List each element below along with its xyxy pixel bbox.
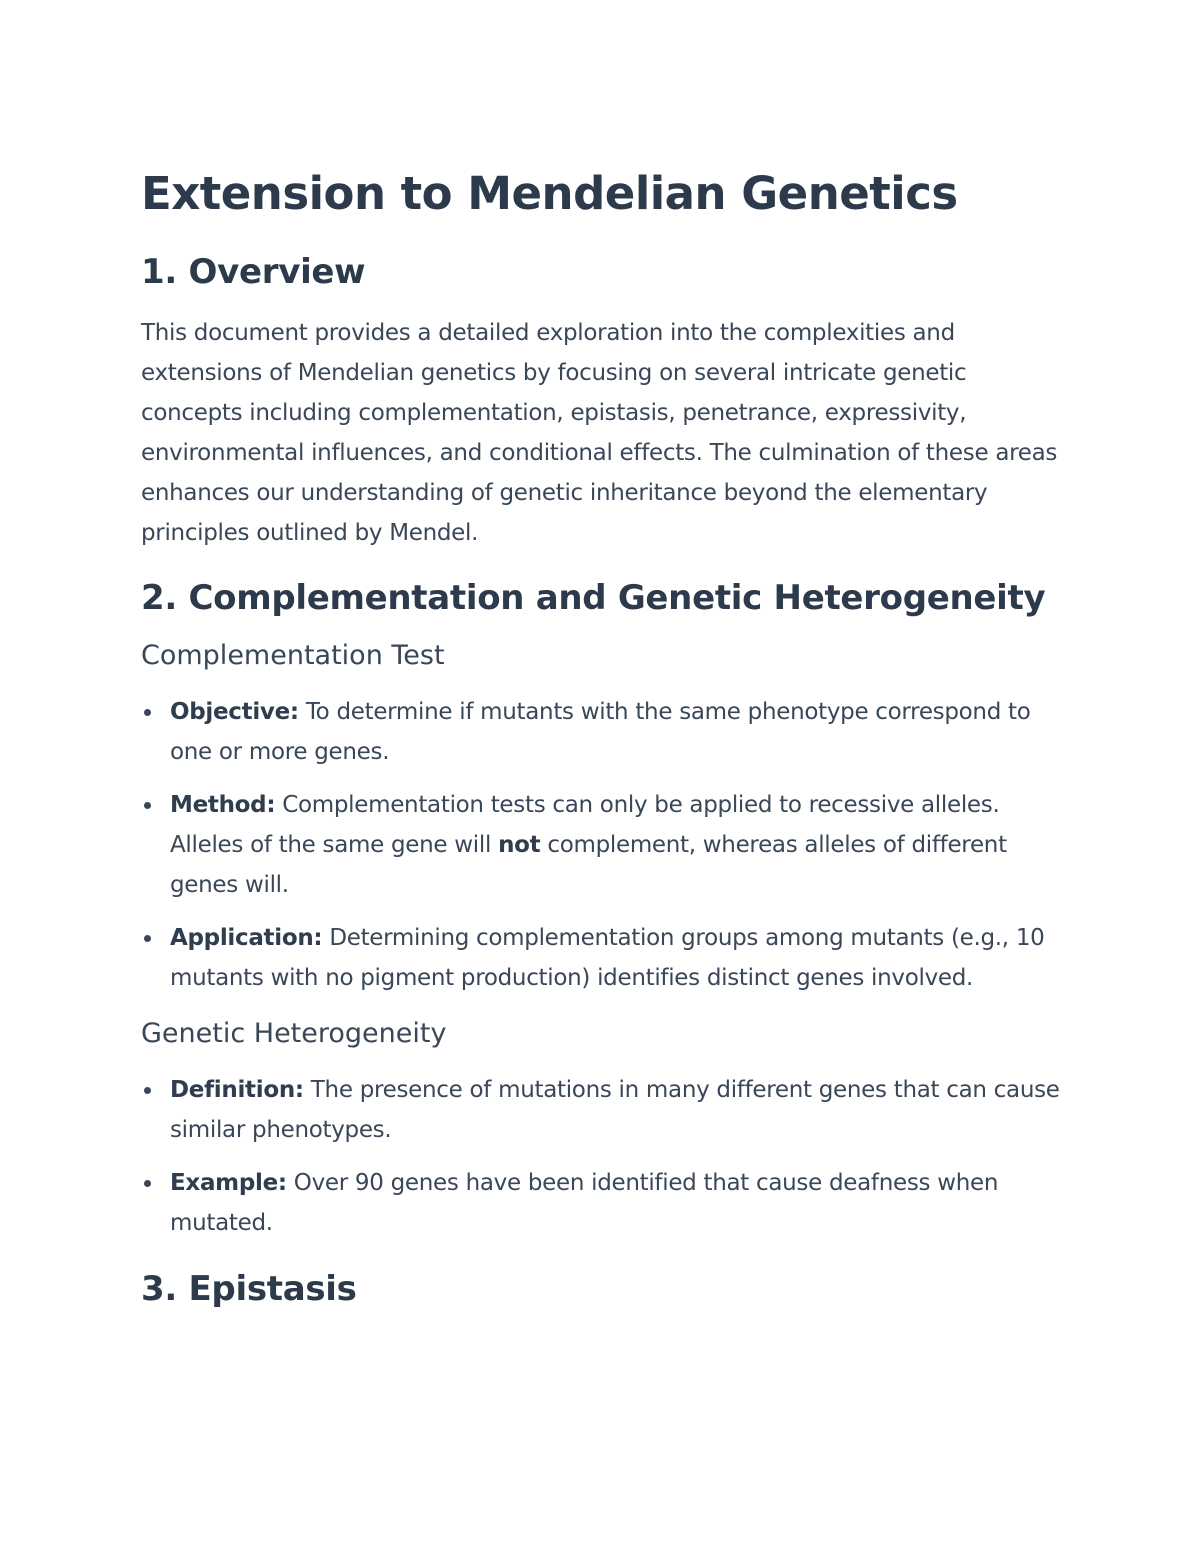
genetic-heterogeneity-list: [141, 1070, 1066, 1243]
item-label: Definition:: [170, 1077, 304, 1103]
bullet-icon: [144, 1180, 151, 1187]
list-item-definition: [141, 1070, 1066, 1150]
item-label: Objective:: [170, 699, 299, 725]
section-epistasis: [141, 1267, 1066, 1311]
item-text: To determine if mutants with the same phenotype correspond to one or more genes.: [170, 699, 1031, 765]
section-heading-complementation: 2. Complementation and Genetic Heterogeneity: [141, 578, 1046, 618]
item-text-after: complement, whereas alleles of different genes will.: [170, 832, 1007, 898]
list-item-example: [141, 1163, 1066, 1243]
bullet-icon: [144, 1087, 151, 1094]
item-text: The presence of mutations in many different genes that can cause similar phenotypes.: [170, 1077, 1060, 1143]
subheading-complementation-test: Complementation Test: [141, 640, 445, 671]
item-label: Example:: [170, 1170, 287, 1196]
section-overview: [141, 250, 1066, 553]
list-item-application: [141, 918, 1066, 998]
subheading-genetic-heterogeneity: Genetic Heterogeneity: [141, 1018, 447, 1049]
item-label: Application:: [170, 925, 323, 951]
bullet-icon: [144, 709, 151, 716]
document-title: Extension to Mendelian Genetics: [141, 167, 958, 220]
item-emphasis: not: [498, 832, 541, 858]
overview-paragraph: This document provides a detailed exploration into the complexities and extensions of Mendelian genetics by focusing on several intricate genetic concepts including complementation, epistasis, penetrance, expressivity, environmental influences, and conditional effects. The culmination of these areas enhances our understanding of genetic inheritance beyond the elementary principles outlined by Mendel.: [141, 320, 1058, 546]
section-heading-overview: 1. Overview: [141, 252, 366, 292]
list-item-objective: [141, 692, 1066, 772]
complementation-test-list: [141, 692, 1066, 998]
document-page: [141, 165, 1066, 1311]
section-heading-epistasis: 3. Epistasis: [141, 1269, 357, 1309]
bullet-icon: [144, 802, 151, 809]
list-item-method: [141, 785, 1066, 905]
item-text-before: Complementation tests can only be applied to recessive alleles. Alleles of the same gene will: [170, 792, 1000, 858]
item-text: Determining complementation groups among mutants (e.g., 10 mutants with no pigment production) identifies distinct genes involved.: [170, 925, 1045, 991]
bullet-icon: [144, 935, 151, 942]
section-complementation: [141, 576, 1066, 1243]
item-text: Over 90 genes have been identified that cause deafness when mutated.: [170, 1170, 999, 1236]
item-label: Method:: [170, 792, 276, 818]
